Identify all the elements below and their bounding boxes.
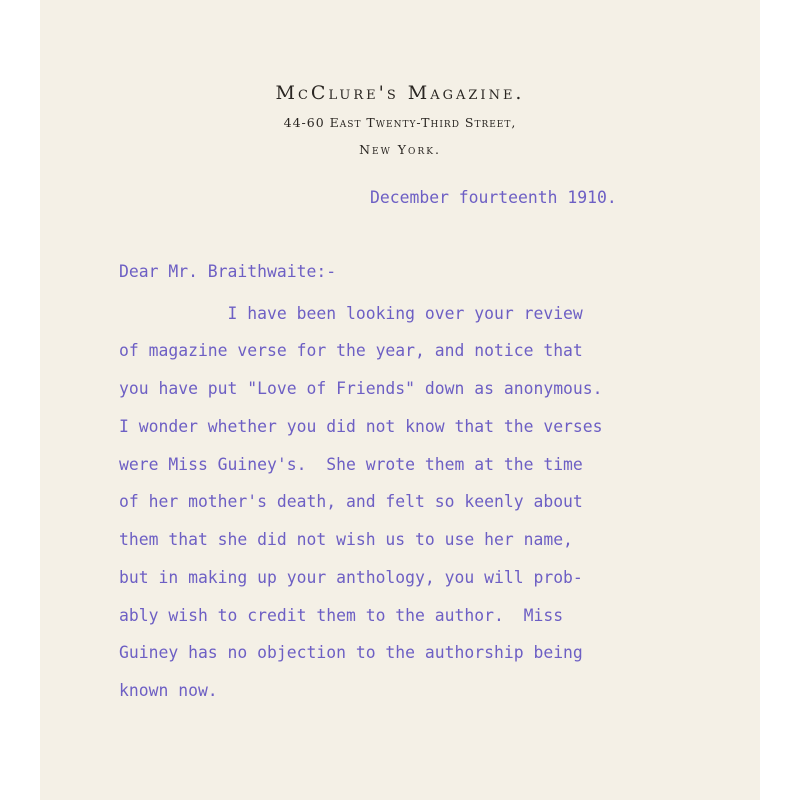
letterhead-title: McClure's Magazine.	[275, 82, 525, 104]
letter-body-line: I wonder whether you did not know that the verses	[119, 417, 603, 436]
letter-body-line: ably wish to credit them to the author. Miss	[119, 606, 564, 625]
letterhead-street: 44-60 East Twenty-Third Street,	[283, 115, 517, 130]
letter-body-line: known now.	[119, 681, 218, 700]
letter-body-line: were Miss Guiney's. She wrote them at the time	[119, 455, 583, 474]
letterhead-city: New York.	[359, 142, 441, 157]
letter-page	[40, 0, 760, 800]
letter-body-line: but in making up your anthology, you will prob-	[119, 568, 583, 587]
letter-body-line: of her mother's death, and felt so keenly about	[119, 492, 583, 511]
letter-body-line: Guiney has no objection to the authorship being	[119, 643, 583, 662]
letter-body-line: you have put "Love of Friends" down as anonymous.	[119, 379, 603, 398]
letter-date: December fourteenth 1910.	[370, 188, 617, 207]
letter-salutation: Dear Mr. Braithwaite:-	[119, 262, 337, 281]
letter-body-line: I have been looking over your review	[119, 304, 583, 323]
letter-body-line: of magazine verse for the year, and notice that	[119, 341, 583, 360]
letter-body-line: them that she did not wish us to use her name,	[119, 530, 573, 549]
